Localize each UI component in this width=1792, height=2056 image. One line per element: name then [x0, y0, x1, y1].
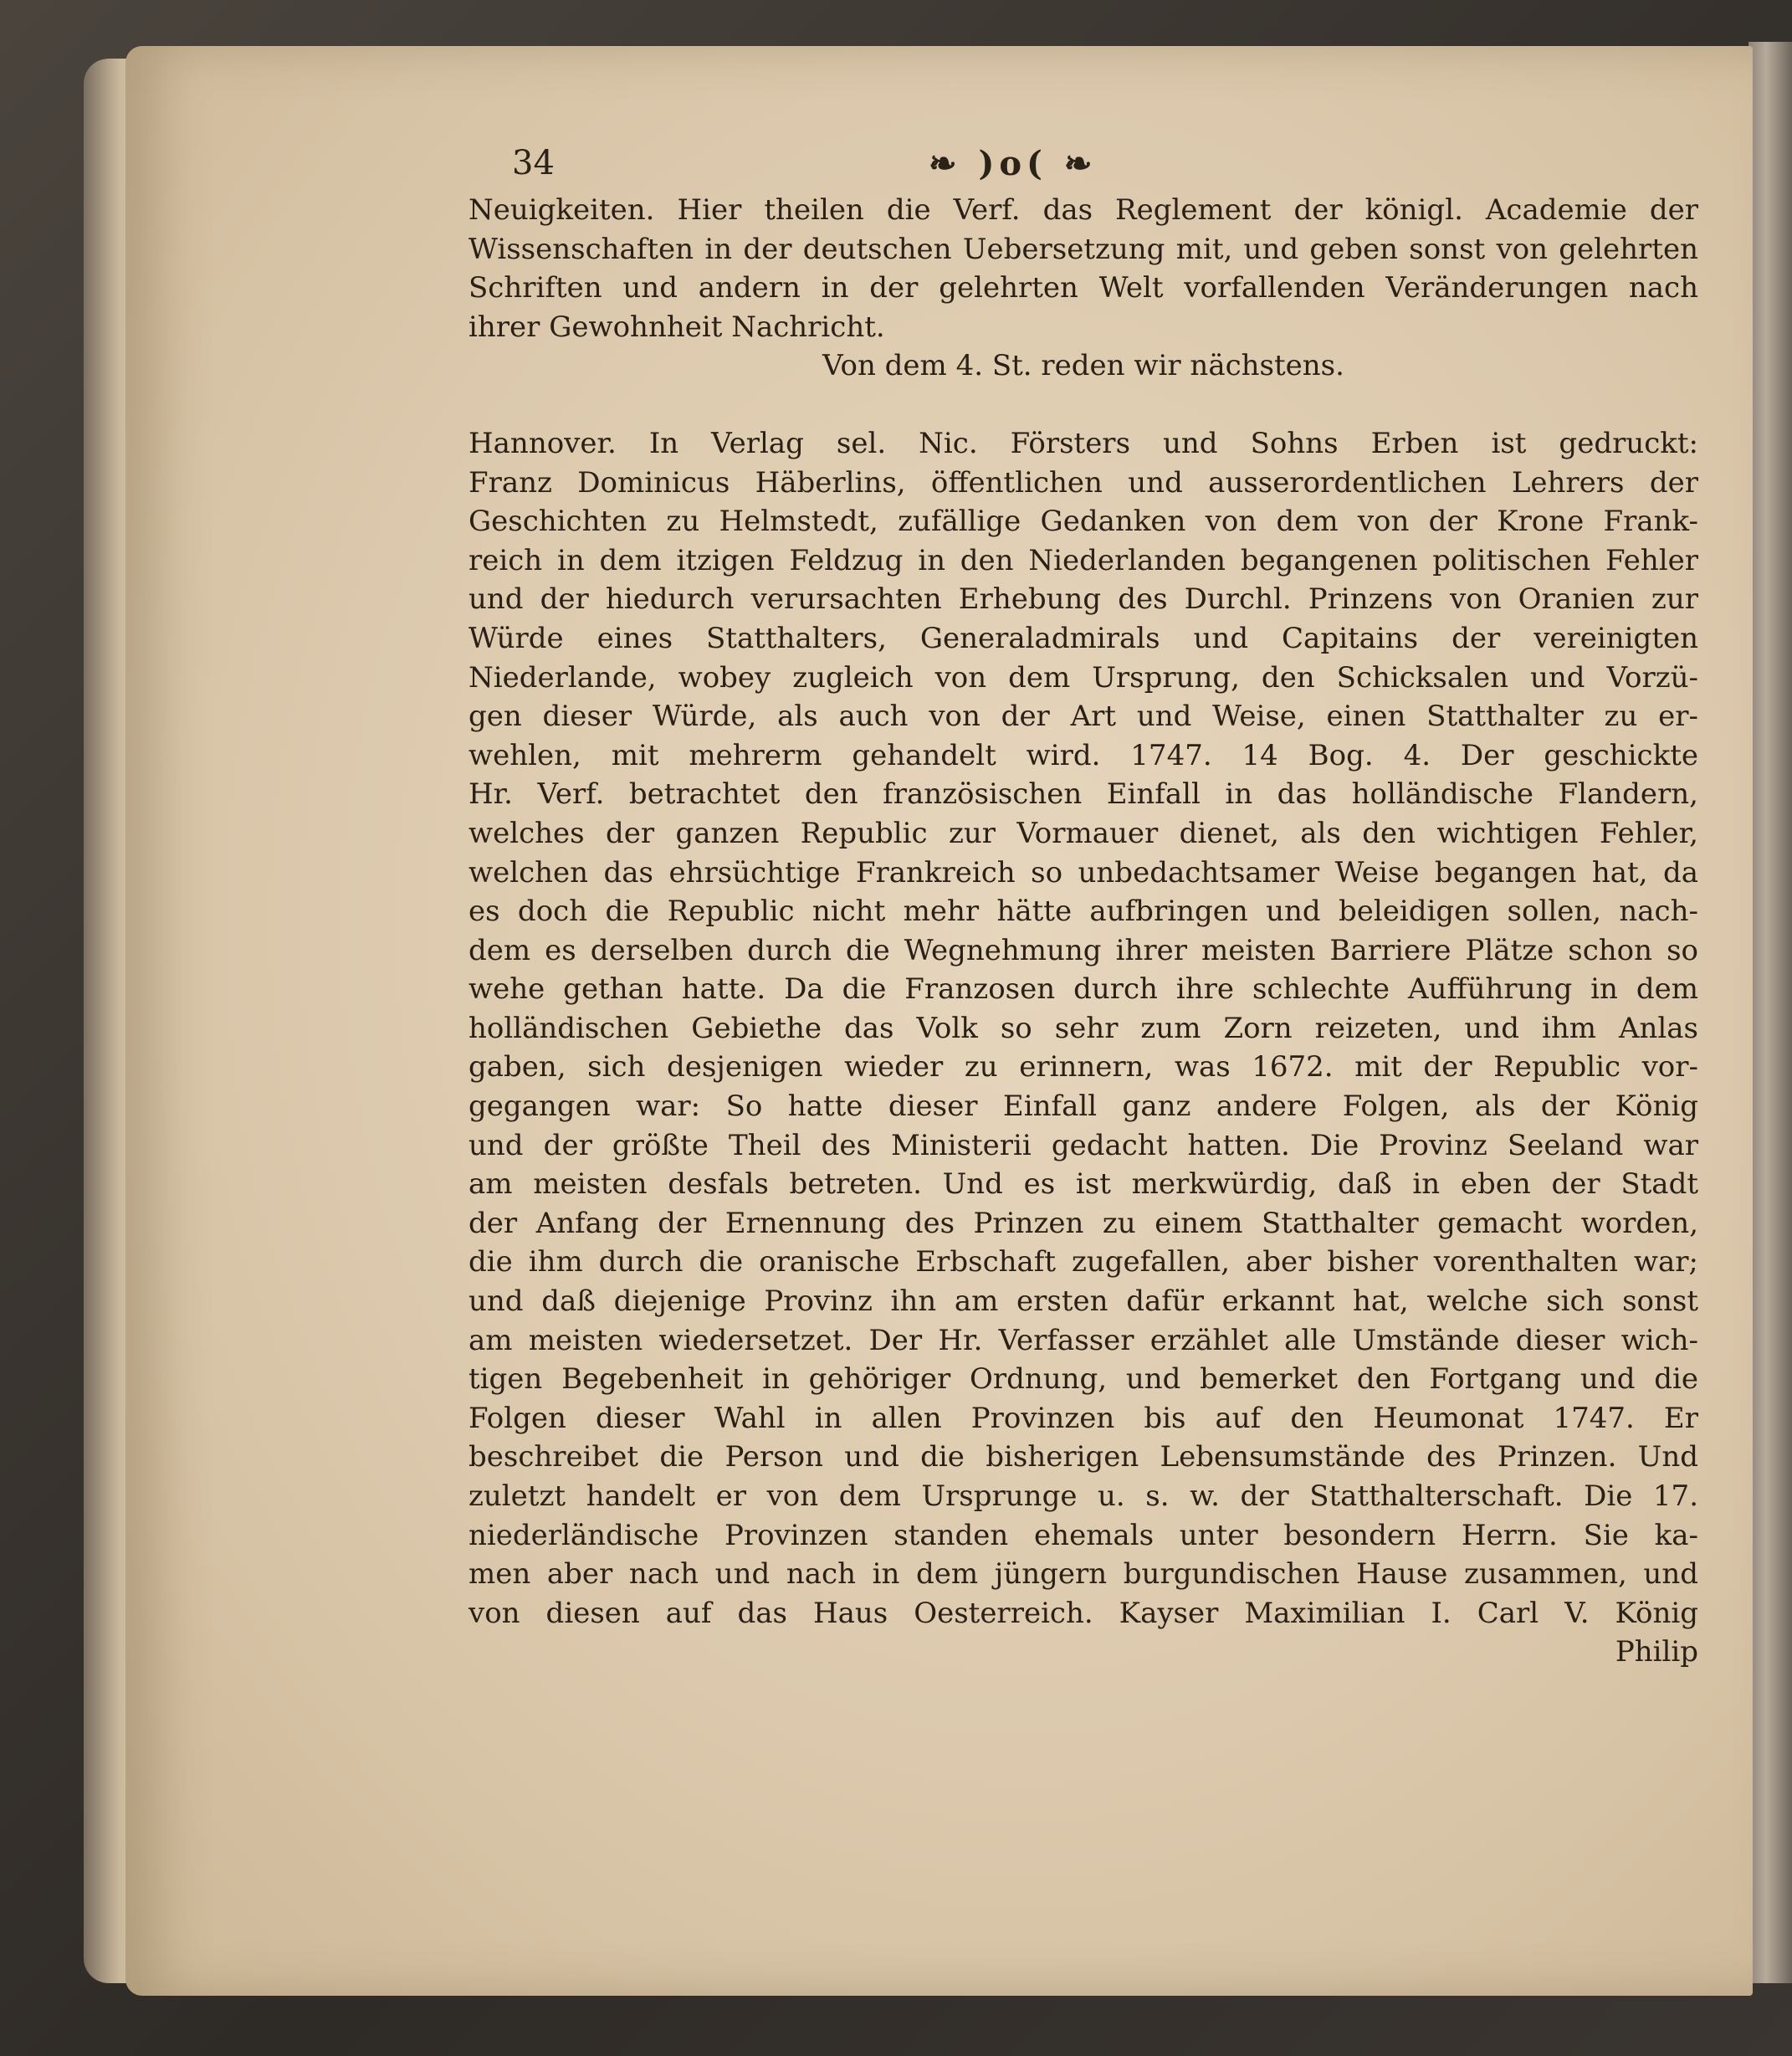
paragraph-hannover [468, 424, 1698, 1633]
text-line: gen dieser Würde, als auch von der Art und Weise, einen Statthalter zu er- [468, 700, 1698, 734]
text-line: Neuigkeiten. Hier theilen die Verf. das Reglement der königl. Academie der [468, 193, 1698, 227]
text-line: Wissenschaften in der deutschen Uebersetzung mit, und geben sonst von gelehrten [468, 232, 1698, 266]
text-line: am meisten wiedersetzet. Der Hr. Verfasser erzählet alle Umstände dieser wich- [468, 1323, 1698, 1357]
paragraph-gap [468, 386, 1698, 424]
text-line: men aber nach und nach in dem jüngern burgundischen Hause zusammen, und [468, 1557, 1698, 1592]
text-line: Hr. Verf. betrachtet den französischen Einfall in das holländische Flandern, [468, 777, 1698, 812]
text-line: und daß diejenige Provinz ihn am ersten dafür erkannt hat, welche sich sonst [468, 1284, 1698, 1319]
catchword: Philip [1615, 1635, 1698, 1669]
text-line: Hannover. In Verlag sel. Nic. Försters und Sohns Erben ist gedruckt: [468, 426, 1698, 460]
text-line: Schriften und andern in der gelehrten Welt vorfallenden Veränderungen nach [468, 271, 1698, 305]
text-line: Geschichten zu Helmstedt, zufällige Gedanken von dem von der Krone Frank- [468, 505, 1698, 539]
text-line: Würde eines Statthalters, Generaladmirals und Capitains der vereinigten [468, 621, 1698, 655]
text-line: Niederlande, wobey zugleich von dem Ursprung, den Schicksalen und Vorzü- [468, 660, 1698, 695]
text-line: ihrer Gewohnheit Nachricht. [468, 310, 885, 344]
text-line: wehlen, mit mehrerm gehandelt wird. 1747. 14 Bog. 4. Der geschickte [468, 738, 1698, 772]
text-line: von diesen auf das Haus Oesterreich. Kayser Maximilian I. Carl V. König [468, 1596, 1698, 1630]
text-line: beschreibet die Person und die bisherigen Lebensumstände des Prinzen. Und [468, 1440, 1698, 1474]
book-page-edges [1748, 42, 1792, 1983]
paragraph-neuigkeiten [468, 191, 1698, 346]
text-line: und der größte Theil des Ministerii gedacht hatten. Die Provinz Seeland war [468, 1128, 1698, 1162]
text-line: wehe gethan hatte. Da die Franzosen durch ihre schlechte Aufführung in dem [468, 972, 1698, 1007]
text-line: dem es derselben durch die Wegnehmung ihrer meisten Barriere Plätze schon so [468, 933, 1698, 967]
text-line: Franz Dominicus Häberlins, öffentlichen und ausserordentlichen Lehrers der [468, 465, 1698, 500]
text-line: welches der ganzen Republic zur Vormauer dienet, als den wichtigen Fehler, [468, 816, 1698, 850]
text-line: zuletzt handelt er von dem Ursprunge u. s. w. der Statthalterschaft. Die 17. [468, 1479, 1698, 1513]
running-head-ornament: ❧ )o( ❧ [929, 144, 1098, 183]
text-line: reich in dem itzigen Feldzug in den Niederlanden begangenen politischen Fehler [468, 543, 1698, 577]
text-line: Folgen dieser Wahl in allen Provinzen bis auf den Heumonat 1747. Er [468, 1401, 1698, 1435]
text-line: niederländische Provinzen standen ehemals unter besondern Herrn. Sie ka- [468, 1518, 1698, 1552]
text-line: und der hiedurch verursachten Erhebung des Durchl. Prinzens von Oranien zur [468, 582, 1698, 617]
text-line: welchen das ehrsüchtige Frankreich so unbedachtsamer Weise begangen hat, da [468, 855, 1698, 890]
closing-note: Von dem 4. St. reden wir nächstens. [822, 349, 1344, 383]
text-line: gegangen war: So hatte dieser Einfall ganz andere Folgen, als der König [468, 1090, 1698, 1124]
page-number: 34 [512, 144, 555, 182]
text-line: es doch die Republic nicht mehr hätte aufbringen und beleidigen sollen, nach- [468, 895, 1698, 929]
text-line: holländischen Gebiethe das Volk so sehr zum Zorn reizeten, und ihm Anlas [468, 1011, 1698, 1045]
text-line: gaben, sich desjenigen wieder zu erinnern, was 1672. mit der Republic vor- [468, 1050, 1698, 1084]
text-line: die ihm durch die oranische Erbschaft zugefallen, aber bisher vorenthalten war; [468, 1245, 1698, 1279]
text-line: tigen Begebenheit in gehöriger Ordnung, und bemerket den Fortgang und die [468, 1362, 1698, 1397]
text-line: am meisten desfals betreten. Und es ist merkwürdig, daß in eben der Stadt [468, 1167, 1698, 1202]
text-line: der Anfang der Ernennung des Prinzen zu einem Statthalter gemacht worden, [468, 1206, 1698, 1240]
page-text-block [468, 191, 1698, 1672]
